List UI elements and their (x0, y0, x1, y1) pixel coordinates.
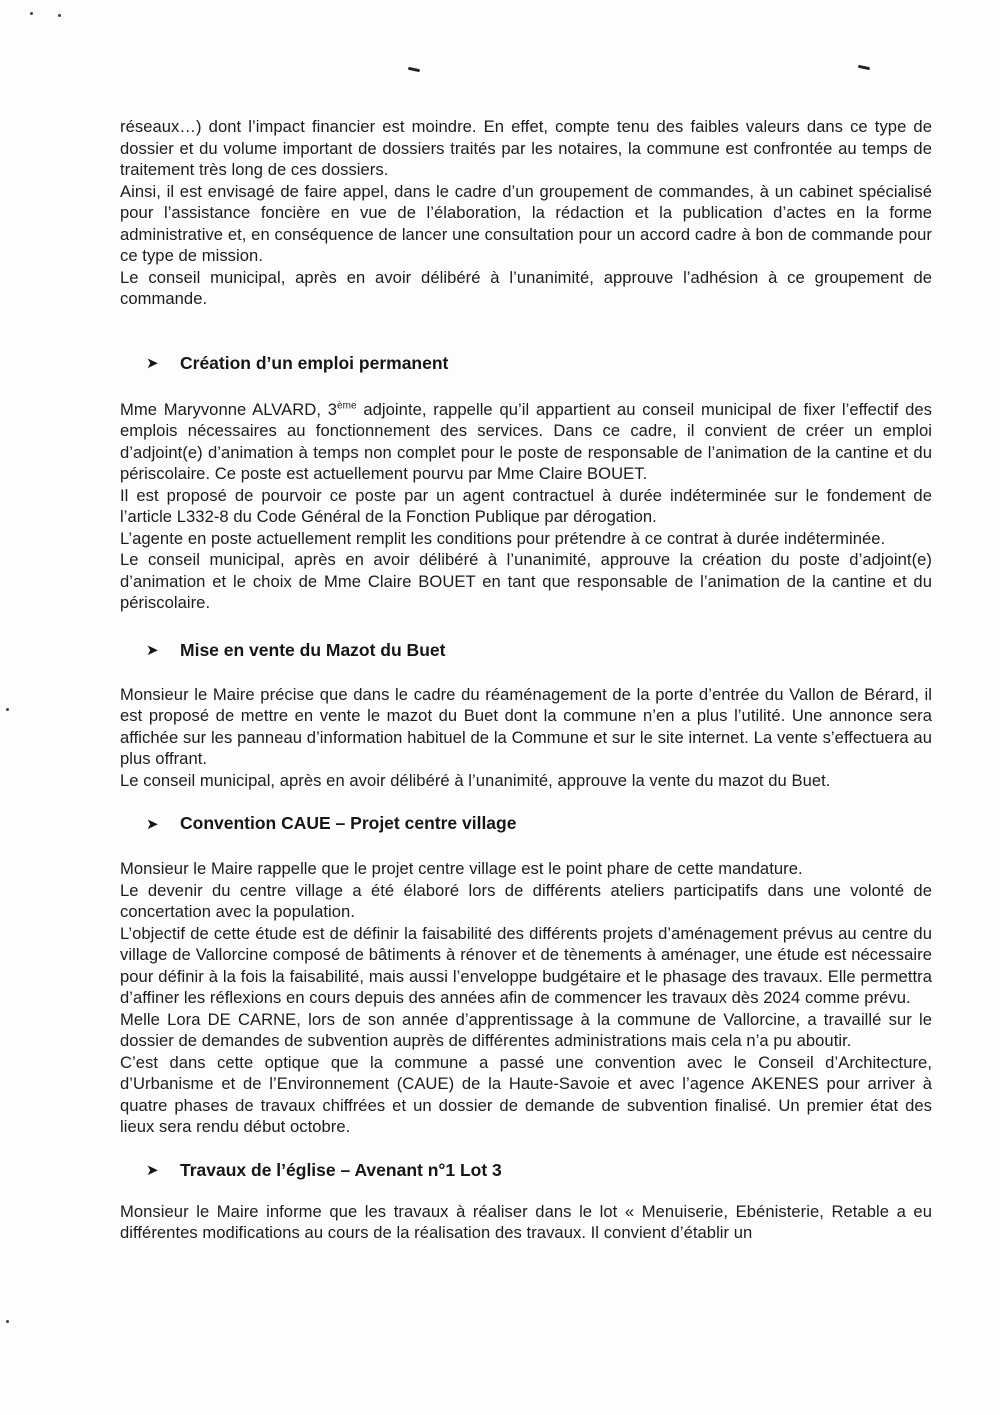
section-paragraph: Melle Lora DE CARNE, lors de son année d’apprentissage à la commune de Vallorcine, a travaillé sur le dossier de demandes de subvention auprès de différentes administrations mais cela n’a pu aboutir. (120, 1009, 932, 1050)
section-paragraph: Monsieur le Maire précise que dans le cadre du réaménagement de la porte d’entrée du Vallon de Bérard, il est proposé de mettre en vente le mazot du Buet dont la commune n’en a plus l’utilité. Une annonce sera affichée sur les panneau d’information habituel de la Commune et sur le site internet. La vente s’effectuera au plus offrant. (120, 684, 932, 768)
scan-mark (858, 65, 870, 70)
section-title: Travaux de l’église – Avenant n°1 Lot 3 (180, 1159, 502, 1180)
scan-speck (30, 12, 33, 15)
section-mise-en-vente (120, 640, 932, 792)
section-paragraph: Mme Maryvonne ALVARD, 3ème adjointe, rappelle qu’il appartient au conseil municipal de fixer l’effectif des emplois nécessaires au fonctionnement des services. Dans ce cadre, il convient de créer un emploi d’adjoint(e) d’animation à temps non complet pour le poste de responsable de l’animation de la cantine et du périscolaire. Ce poste est actuellement pourvu par Mme Claire BOUET. (120, 399, 932, 483)
section-paragraph: L’agente en poste actuellement remplit les conditions pour prétendre à ce contrat à durée indéterminée. (120, 528, 886, 548)
section-travaux-eglise (120, 1160, 932, 1244)
arrowhead-bullet-icon: ➤ (146, 355, 159, 372)
intro-block (120, 116, 932, 310)
scan-speck (6, 1320, 9, 1323)
section-paragraph: C’est dans cette optique que la commune a passé une convention avec le Conseil d’Architecture, d’Urbanisme et de l’Environnement (CAUE) de la Haute-Savoie et avec l’agence AKENES pour arriver à quatre phases de travaux chiffrées et un dossier de demande de subvention finalisé. Un premier état des lieux sera rendu début octobre. (120, 1052, 932, 1136)
section-paragraph: Le devenir du centre village a été élaboré lors de différents ateliers participatifs dans une volonté de concertation avec la population. (120, 880, 932, 921)
section-heading (120, 813, 932, 834)
section-paragraph: L’objectif de cette étude est de définir la faisabilité des différents projets d’aménagement prévus au centre du village de Vallorcine composé de bâtiments à rénover et de tènements à aménager, une étude est nécessaire pour définir à la fois la faisabilité, mais aussi l’enveloppe budgétaire et le phasage des travaux. Elle permettra d’affiner les réflexions en cours depuis des années afin de commencer les travaux dès 2024 comme prévu. (120, 923, 932, 1007)
section-title: Mise en vente du Mazot du Buet (180, 639, 446, 660)
section-paragraph: Le conseil municipal, après en avoir délibéré à l’unanimité, approuve la vente du mazot du Buet. (120, 770, 831, 790)
scan-speck (6, 708, 9, 711)
section-emploi-permanent (120, 353, 932, 614)
section-title: Convention CAUE – Projet centre village (180, 813, 517, 833)
intro-paragraph-3: Le conseil municipal, après en avoir délibéré à l’unanimité, approuve l’adhésion à ce groupement de commande. (120, 267, 932, 308)
section-paragraph: Monsieur le Maire rappelle que le projet centre village est le point phare de cette mandature. (120, 859, 803, 878)
section-heading (120, 353, 932, 374)
scan-speck (58, 14, 61, 17)
scan-mark (408, 67, 420, 72)
arrowhead-bullet-icon: ➤ (146, 642, 159, 659)
section-paragraph: Le conseil municipal, après en avoir délibéré à l’unanimité, approuve la création du poste d’adjoint(e) d’animation et le choix de Mme Claire BOUET en tant que responsable de l’animation de la cantine et du périscolaire. (120, 550, 932, 612)
intro-paragraph-1: réseaux…) dont l’impact financier est moindre. En effet, compte tenu des faibles valeurs dans ce type de dossier et du volume important de dossiers traités par les notaires, la commune est confrontée au temps de traitement très long de ces dossiers. (120, 117, 932, 179)
arrowhead-bullet-icon: ➤ (146, 1162, 159, 1179)
arrowhead-bullet-icon: ➤ (146, 815, 159, 833)
section-convention-caue (120, 813, 932, 1138)
section-paragraph: Monsieur le Maire informe que les travaux à réaliser dans le lot « Menuiserie, Ebénisterie, Retable a eu différentes modifications au cours de la réalisation des travaux. Il convient d’établir un (120, 1201, 932, 1242)
document-body (120, 116, 932, 1244)
section-heading (120, 640, 932, 661)
section-heading (120, 1160, 932, 1181)
intro-paragraph-2: Ainsi, il est envisagé de faire appel, dans le cadre d’un groupement de commandes, à un cabinet spécialisé pour l’assistance foncière en vue de l’élaboration, la rédaction et la publication d’actes en la forme administrative et, en conséquence de lancer une consultation pour un accord cadre à bon de commande pour ce type de mission. (120, 181, 932, 265)
section-paragraph: Il est proposé de pourvoir ce poste par un agent contractuel à durée indéterminée sur le fondement de l’article L332-8 du Code Général de la Fonction Publique par dérogation. (120, 485, 932, 526)
section-title: Création d’un emploi permanent (180, 352, 449, 373)
